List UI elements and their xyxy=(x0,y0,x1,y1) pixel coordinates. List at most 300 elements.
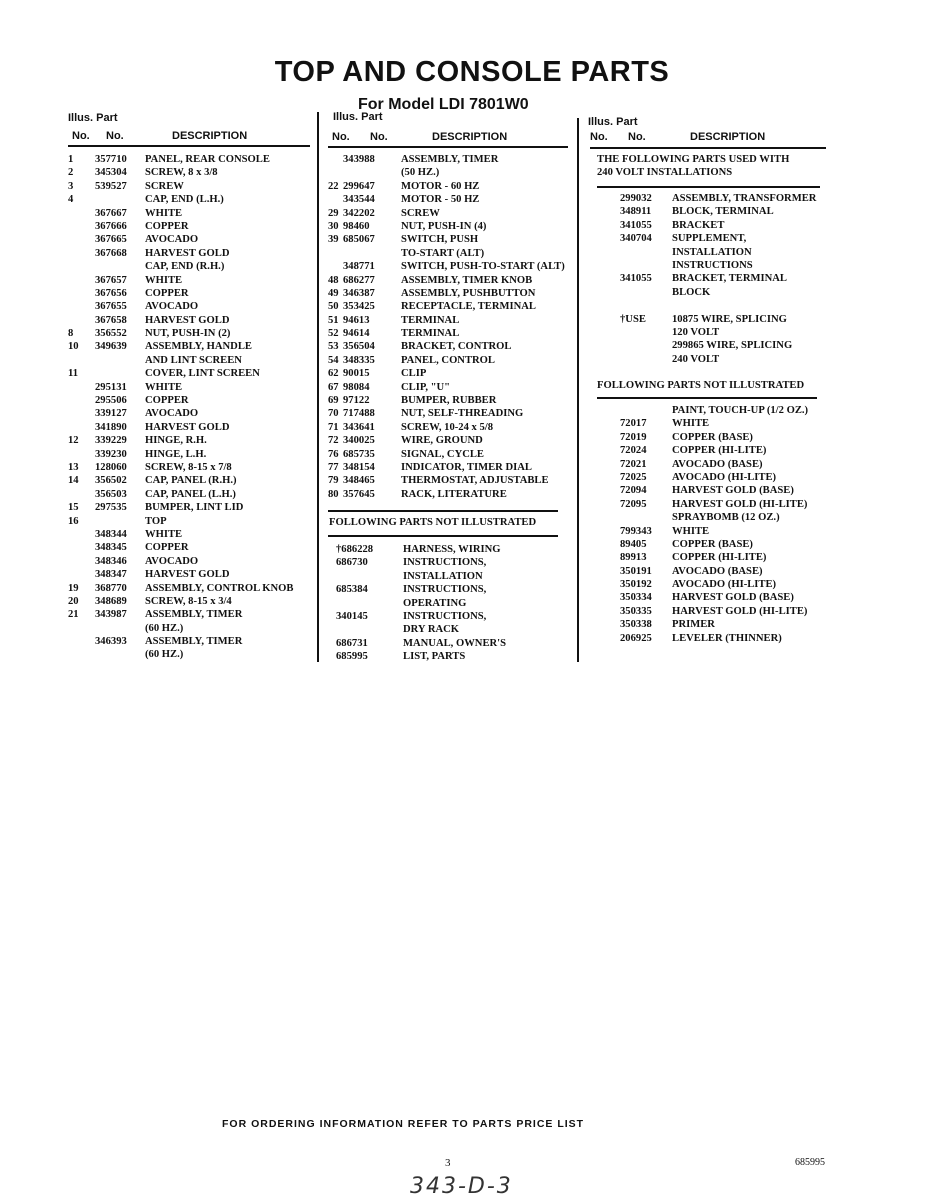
description: AVOCADO (BASE) xyxy=(672,458,763,470)
description: SCREW, 8-15 x 7/8 xyxy=(145,461,232,473)
table-row xyxy=(328,207,573,220)
table-row xyxy=(328,381,573,394)
table-row xyxy=(328,314,573,327)
table-row xyxy=(68,287,313,300)
part-no: 539527 xyxy=(95,180,127,192)
description: RACK, LITERATURE xyxy=(401,488,507,500)
table-row xyxy=(590,339,835,352)
part-no: 348689 xyxy=(95,595,127,607)
description: COPPER xyxy=(145,220,189,232)
col3-unillustrated-list xyxy=(590,404,835,645)
part-no: 367655 xyxy=(95,301,127,313)
table-row xyxy=(590,444,835,457)
description: 299865 WIRE, SPLICING xyxy=(672,340,793,352)
table-row xyxy=(68,582,313,595)
col2-notice-rule-bottom xyxy=(328,535,558,537)
table-row xyxy=(68,595,313,608)
part-no: 94613 xyxy=(343,314,370,326)
illus-no: 62 xyxy=(328,368,339,380)
page-number: 3 xyxy=(445,1157,451,1169)
illus-no: 70 xyxy=(328,408,339,420)
table-row xyxy=(328,166,573,179)
description: THERMOSTAT, ADJUSTABLE xyxy=(401,475,549,487)
col3-240v-parts-list xyxy=(590,192,835,366)
description: RECEPTACLE, TERMINAL xyxy=(401,301,536,313)
part-no: 357645 xyxy=(343,488,375,500)
part-no: 367666 xyxy=(95,220,127,232)
description: HARVEST GOLD (HI-LITE) xyxy=(672,498,808,510)
description: ASSEMBLY, TIMER xyxy=(401,154,499,165)
part-no: 348154 xyxy=(343,461,375,473)
illus-no: 2 xyxy=(68,167,74,179)
col3-240v-note-line2: 240 VOLT INSTALLATIONS xyxy=(597,167,733,178)
part-no: 349639 xyxy=(95,341,127,353)
table-row xyxy=(328,597,573,610)
part-no: 297535 xyxy=(95,502,127,514)
part-no: 350338 xyxy=(620,619,652,631)
part-no: 350334 xyxy=(620,592,652,604)
table-row xyxy=(328,434,573,447)
col3-header-rule xyxy=(590,147,826,149)
description: SCREW, 10-24 x 5/8 xyxy=(401,421,494,433)
description: AVOCADO xyxy=(145,408,199,420)
part-no: 339127 xyxy=(95,408,127,420)
description: SIGNAL, CYCLE xyxy=(401,448,485,460)
part-no: 717488 xyxy=(343,408,375,420)
illus-no: 72 xyxy=(328,435,339,447)
illus-no: 4 xyxy=(68,194,74,206)
illus-no: 52 xyxy=(328,328,339,340)
table-row xyxy=(328,637,573,650)
table-row xyxy=(68,314,313,327)
part-no: 90015 xyxy=(343,368,370,380)
description: ASSEMBLY, HANDLE xyxy=(145,341,252,353)
part-no: 341055 xyxy=(620,219,652,231)
description: ASSEMBLY, TIMER xyxy=(145,609,243,621)
description: COPPER xyxy=(145,542,189,554)
table-row xyxy=(590,551,835,564)
part-no: †USE xyxy=(620,313,646,325)
illus-no: 20 xyxy=(68,595,79,607)
ordering-info: FOR ORDERING INFORMATION REFER TO PARTS PRICE LIST xyxy=(222,1118,585,1130)
part-no: 367658 xyxy=(95,314,127,326)
part-no: 89913 xyxy=(620,552,647,564)
illus-no: 22 xyxy=(328,180,339,192)
illus-no: 3 xyxy=(68,180,74,192)
part-no: 356502 xyxy=(95,475,127,487)
description: 240 VOLT xyxy=(672,353,720,365)
description: SWITCH, PUSH xyxy=(401,234,479,246)
part-no: 348345 xyxy=(95,542,127,554)
table-row xyxy=(590,272,835,285)
part-no: 94614 xyxy=(343,328,370,340)
description: ASSEMBLY, TIMER KNOB xyxy=(401,274,533,286)
table-row xyxy=(328,448,573,461)
illus-no: 15 xyxy=(68,502,79,514)
description: PANEL, CONTROL xyxy=(401,354,495,366)
illus-no: 67 xyxy=(328,381,339,393)
col3-not-illustrated-heading: FOLLOWING PARTS NOT ILLUSTRATED xyxy=(597,380,805,391)
description: INSTALLATION xyxy=(672,246,752,258)
description: COPPER (BASE) xyxy=(672,431,753,443)
table-row xyxy=(328,193,573,206)
table-row xyxy=(328,543,573,556)
part-no: 339230 xyxy=(95,448,127,460)
col1-header-columns: No. No. DESCRIPTION xyxy=(72,130,248,142)
table-row xyxy=(328,610,573,623)
table-row xyxy=(328,650,573,663)
description: COPPER (BASE) xyxy=(672,538,753,550)
description: LEVELER (THINNER) xyxy=(672,632,782,644)
description: HINGE, R.H. xyxy=(145,435,207,447)
part-no: 299032 xyxy=(620,193,652,204)
table-row xyxy=(590,498,835,511)
part-no: 89405 xyxy=(620,538,647,550)
illus-no: 12 xyxy=(68,435,79,447)
table-row xyxy=(328,474,573,487)
part-no: 295506 xyxy=(95,395,127,407)
table-row xyxy=(590,299,835,312)
description: (50 HZ.) xyxy=(401,167,440,179)
table-row xyxy=(68,635,313,648)
part-no: 346393 xyxy=(95,636,127,648)
table-row xyxy=(328,367,573,380)
description: COPPER xyxy=(145,287,189,299)
table-row xyxy=(68,340,313,353)
part-no: 342202 xyxy=(343,207,375,219)
part-no: 343641 xyxy=(343,421,375,433)
col1-header-rule xyxy=(68,145,310,147)
table-row xyxy=(68,193,313,206)
description: AVOCADO xyxy=(145,555,199,567)
part-no: 367665 xyxy=(95,234,127,246)
table-row xyxy=(328,287,573,300)
description: TERMINAL xyxy=(401,314,460,326)
part-no: 350335 xyxy=(620,605,652,617)
table-row xyxy=(590,471,835,484)
table-row xyxy=(328,394,573,407)
table-row xyxy=(68,180,313,193)
table-row xyxy=(590,484,835,497)
illus-no: 76 xyxy=(328,448,339,460)
part-no: 98460 xyxy=(343,220,370,232)
table-row xyxy=(328,407,573,420)
table-row xyxy=(590,632,835,645)
part-no: 348771 xyxy=(343,261,375,273)
description: HARVEST GOLD xyxy=(145,247,230,259)
description: AND LINT SCREEN xyxy=(145,354,242,366)
table-row xyxy=(328,233,573,246)
col3-notice-rule xyxy=(597,397,817,399)
description: BLOCK xyxy=(672,286,711,298)
table-row xyxy=(590,605,835,618)
description: HARNESS, WIRING xyxy=(403,544,501,555)
table-row xyxy=(328,461,573,474)
table-row xyxy=(590,538,835,551)
illus-no: 39 xyxy=(328,234,339,246)
table-row xyxy=(68,166,313,179)
col2-header-illus-part: Illus. Part xyxy=(333,111,383,123)
column-separator xyxy=(317,112,319,662)
part-no: 348335 xyxy=(343,354,375,366)
description: MOTOR - 50 HZ xyxy=(401,194,480,206)
description: PAINT, TOUCH-UP (1/2 OZ.) xyxy=(672,405,809,416)
table-row xyxy=(68,407,313,420)
part-no: 685735 xyxy=(343,448,375,460)
description: INDICATOR, TIMER DIAL xyxy=(401,461,532,473)
table-row xyxy=(590,313,835,326)
description: (60 HZ.) xyxy=(145,649,184,661)
illus-no: 30 xyxy=(328,220,339,232)
table-row xyxy=(590,326,835,339)
illus-no: 77 xyxy=(328,461,339,473)
part-no: 299647 xyxy=(343,180,375,192)
col2-notice-rule-top xyxy=(328,510,558,512)
description: INSTRUCTIONS, xyxy=(403,610,487,622)
part-no: 350192 xyxy=(620,579,652,591)
table-row xyxy=(590,286,835,299)
part-no: 295131 xyxy=(95,381,127,393)
description: AVOCADO (HI-LITE) xyxy=(672,579,777,591)
description: CLIP xyxy=(401,368,427,380)
description: BLOCK, TERMINAL xyxy=(672,206,774,218)
description: NUT, PUSH-IN (2) xyxy=(145,328,231,340)
description: INSTALLATION xyxy=(403,570,483,582)
col1-parts-list xyxy=(68,153,313,662)
table-row xyxy=(328,570,573,583)
description: CAP, PANEL (L.H.) xyxy=(145,488,236,500)
description: DRY RACK xyxy=(403,624,460,636)
table-row xyxy=(590,259,835,272)
part-no: 341055 xyxy=(620,273,652,285)
part-no: 97122 xyxy=(343,395,370,407)
illus-no: 19 xyxy=(68,582,79,594)
table-row xyxy=(68,528,313,541)
illus-no: 21 xyxy=(68,609,79,621)
illus-no: 49 xyxy=(328,287,339,299)
table-row xyxy=(68,555,313,568)
model-subtitle: For Model LDI 7801W0 xyxy=(358,96,529,113)
description: COPPER xyxy=(145,395,189,407)
part-no: 339229 xyxy=(95,435,127,447)
part-no: 799343 xyxy=(620,525,652,537)
illus-no: 10 xyxy=(68,341,79,353)
description: BUMPER, LINT LID xyxy=(145,502,244,514)
description: SCREW, 8-15 x 3/4 xyxy=(145,595,232,607)
description: AVOCADO (HI-LITE) xyxy=(672,471,777,483)
description: CAP, END (R.H.) xyxy=(145,261,225,273)
part-no: 348911 xyxy=(620,206,652,218)
table-row xyxy=(68,501,313,514)
description: NUT, SELF-THREADING xyxy=(401,408,524,420)
table-row xyxy=(68,461,313,474)
description: TERMINAL xyxy=(401,328,460,340)
part-no: 686277 xyxy=(343,274,375,286)
table-row xyxy=(68,354,313,367)
description: 120 VOLT xyxy=(672,326,720,338)
illus-no: 16 xyxy=(68,515,79,527)
description: HARVEST GOLD xyxy=(145,569,230,581)
part-no: 348465 xyxy=(343,475,375,487)
table-row xyxy=(328,583,573,596)
part-no: 367668 xyxy=(95,247,127,259)
description: SCREW xyxy=(401,207,440,219)
table-row xyxy=(328,488,573,501)
table-row xyxy=(68,220,313,233)
illus-no: 14 xyxy=(68,475,79,487)
description: PRIMER xyxy=(672,619,715,631)
table-row xyxy=(328,300,573,313)
part-no: 72095 xyxy=(620,498,647,510)
col2-parts-list xyxy=(328,153,573,501)
description: SWITCH, PUSH-TO-START (ALT) xyxy=(401,261,565,273)
part-no: 686731 xyxy=(336,637,368,649)
part-no: 348346 xyxy=(95,555,127,567)
part-no: 72019 xyxy=(620,431,647,443)
illus-no: 1 xyxy=(68,154,74,165)
table-row xyxy=(68,367,313,380)
part-no: 343987 xyxy=(95,609,127,621)
table-row xyxy=(590,431,835,444)
part-no: 685067 xyxy=(343,234,375,246)
table-row xyxy=(68,394,313,407)
description: MOTOR - 60 HZ xyxy=(401,180,480,192)
part-no: 346387 xyxy=(343,287,375,299)
table-row xyxy=(590,404,835,417)
description: SUPPLEMENT, xyxy=(672,233,747,245)
illus-no: 69 xyxy=(328,395,339,407)
part-no: 72094 xyxy=(620,485,647,497)
col2-header-columns: No. No. DESCRIPTION xyxy=(332,131,508,143)
description: CLIP, "U" xyxy=(401,381,451,393)
table-row xyxy=(68,274,313,287)
part-no: 685384 xyxy=(336,584,368,596)
description: HINGE, L.H. xyxy=(145,448,207,460)
part-no: 356504 xyxy=(343,341,375,353)
col2-header-rule xyxy=(328,146,568,148)
illus-no: 50 xyxy=(328,301,339,313)
description: PANEL, REAR CONSOLE xyxy=(145,154,270,165)
part-no: 98084 xyxy=(343,381,370,393)
table-row xyxy=(68,448,313,461)
part-no: 367667 xyxy=(95,207,127,219)
illus-no: 13 xyxy=(68,461,79,473)
table-row xyxy=(68,327,313,340)
description: SCREW xyxy=(145,180,184,192)
table-row xyxy=(590,458,835,471)
description: HARVEST GOLD xyxy=(145,314,230,326)
part-no: 340704 xyxy=(620,233,652,245)
part-no: 356552 xyxy=(95,328,127,340)
description: WHITE xyxy=(672,418,710,430)
part-no: 72025 xyxy=(620,471,647,483)
description: TO-START (ALT) xyxy=(401,247,485,259)
table-row xyxy=(328,247,573,260)
table-row xyxy=(68,381,313,394)
table-row xyxy=(590,417,835,430)
table-row xyxy=(590,618,835,631)
description: WIRE, GROUND xyxy=(401,435,483,447)
description: INSTRUCTIONS, xyxy=(403,584,487,596)
table-row xyxy=(68,421,313,434)
part-no: 128060 xyxy=(95,461,127,473)
part-no: 357710 xyxy=(95,154,127,165)
part-no: 72021 xyxy=(620,458,647,470)
description: WHITE xyxy=(145,207,183,219)
column-separator xyxy=(577,118,579,662)
description: (60 HZ.) xyxy=(145,622,184,634)
description: NUT, PUSH-IN (4) xyxy=(401,220,487,232)
table-row xyxy=(68,260,313,273)
table-row xyxy=(68,622,313,635)
part-no: 343988 xyxy=(343,154,375,165)
col3-240v-note-line1: THE FOLLOWING PARTS USED WITH xyxy=(597,154,790,165)
table-row xyxy=(590,353,835,366)
description: OPERATING xyxy=(403,597,467,609)
table-row xyxy=(590,525,835,538)
description: BRACKET, TERMINAL xyxy=(672,273,787,285)
table-row xyxy=(68,568,313,581)
document-number: 685995 xyxy=(795,1157,825,1168)
description: ASSEMBLY, CONTROL KNOB xyxy=(145,582,294,594)
part-no: 685995 xyxy=(336,651,368,663)
description: COVER, LINT SCREEN xyxy=(145,368,260,380)
part-no: 341890 xyxy=(95,421,127,433)
table-row xyxy=(68,300,313,313)
description: MANUAL, OWNER'S xyxy=(403,637,506,649)
part-no: 348344 xyxy=(95,528,127,540)
description: CAP, END (L.H.) xyxy=(145,194,224,206)
description: AVOCADO xyxy=(145,301,199,313)
col1-header-illus-part: Illus. Part xyxy=(68,112,118,124)
part-no: 206925 xyxy=(620,632,652,644)
description: INSTRUCTIONS xyxy=(672,259,753,271)
illus-no: 29 xyxy=(328,207,339,219)
description: HARVEST GOLD (BASE) xyxy=(672,485,794,497)
table-row xyxy=(68,488,313,501)
table-row xyxy=(328,340,573,353)
part-no: 343544 xyxy=(343,194,375,206)
description: WHITE xyxy=(672,525,710,537)
table-row xyxy=(590,578,835,591)
part-no: 350191 xyxy=(620,565,652,577)
description: HARVEST GOLD xyxy=(145,421,230,433)
part-no: 686730 xyxy=(336,557,368,569)
description: ASSEMBLY, TIMER xyxy=(145,636,243,648)
description: 10875 WIRE, SPLICING xyxy=(672,313,787,325)
description: BUMPER, RUBBER xyxy=(401,395,497,407)
description: TOP xyxy=(145,515,167,527)
table-row xyxy=(68,515,313,528)
table-row xyxy=(68,153,313,166)
table-row xyxy=(590,205,835,218)
part-no: 367657 xyxy=(95,274,127,286)
table-row xyxy=(68,608,313,621)
description: COPPER (HI-LITE) xyxy=(672,445,767,457)
description: AVOCADO (BASE) xyxy=(672,565,763,577)
illus-no: 71 xyxy=(328,421,339,433)
table-row xyxy=(328,260,573,273)
illus-no: 54 xyxy=(328,354,339,366)
part-no: 348347 xyxy=(95,569,127,581)
table-row xyxy=(590,219,835,232)
description: ASSEMBLY, TRANSFORMER xyxy=(672,193,817,204)
table-row xyxy=(328,623,573,636)
table-row xyxy=(328,153,573,166)
illus-no: 51 xyxy=(328,314,339,326)
table-row xyxy=(68,648,313,661)
part-no: 340025 xyxy=(343,435,375,447)
